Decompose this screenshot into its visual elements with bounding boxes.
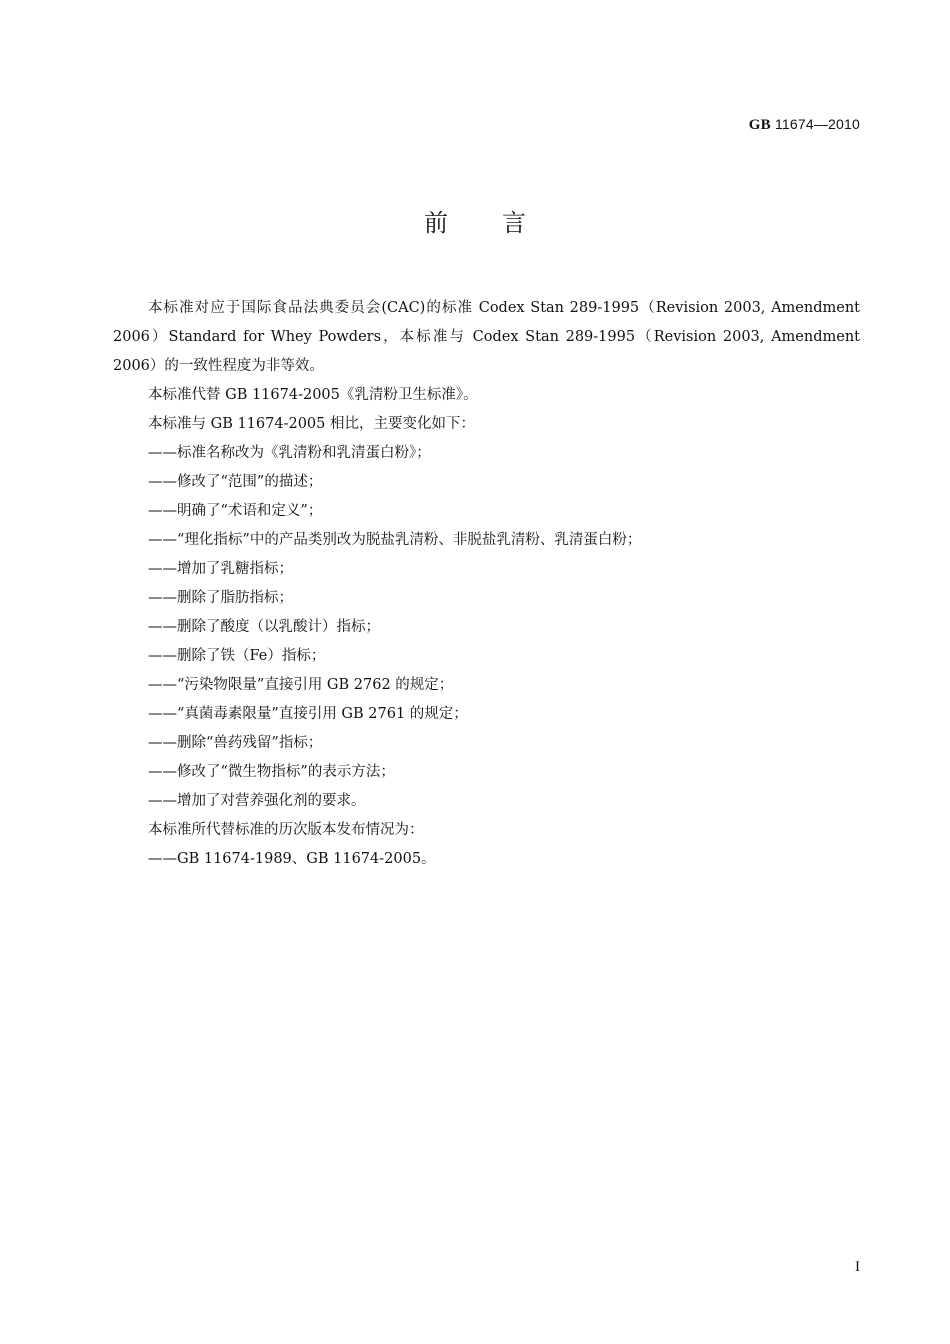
paragraph-replaces: 本标准代替 GB 11674-2005《乳清粉卫生标准》。: [148, 387, 478, 403]
standard-code-header: [749, 116, 860, 134]
paragraph-history-intro: 本标准所代替标准的历次版本发布情况为：: [148, 822, 424, 838]
standard-number: 11674—2010: [774, 116, 860, 132]
change-item: ——标准名称改为《乳清粉和乳清蛋白粉》；: [148, 445, 431, 461]
history-item: ——GB 11674-1989、GB 11674-2005。: [148, 851, 436, 867]
change-item: ——“理化指标”中的产品类别改为脱盐乳清粉、非脱盐乳清粉、乳清蛋白粉；: [148, 532, 642, 548]
change-item: ——“真菌毒素限量”直接引用 GB 2761 的规定；: [148, 706, 468, 722]
change-item: ——删除了铁（Fe）指标；: [148, 648, 326, 664]
change-item: ——修改了“微生物指标”的表示方法；: [148, 764, 395, 780]
foreword-body: [113, 294, 860, 874]
change-item: ——删除了脂肪指标；: [148, 590, 293, 606]
change-item: ——修改了“范围”的描述；: [148, 474, 323, 490]
paragraph-correspondence: 本标准对应于国际食品法典委员会(CAC)的标准 Codex Stan 289-1995（Revision 2003, Amendment 2006）Standard for Whey Powders，本标准与 Codex Stan 289-1995（Revision 2003, Amendment 2006）的一致性程度为非等效。: [113, 300, 860, 374]
page-number: I: [855, 1259, 860, 1275]
change-item: ——明确了“术语和定义”；: [148, 503, 323, 519]
change-item: ——“污染物限量”直接引用 GB 2762 的规定；: [148, 677, 454, 693]
change-item: ——增加了乳糖指标；: [148, 561, 293, 577]
change-item: ——增加了对营养强化剂的要求。: [148, 793, 366, 809]
change-item: ——删除了酸度（以乳酸计）指标；: [148, 619, 380, 635]
page-title: 前言: [424, 209, 580, 237]
paragraph-changes-intro: 本标准与 GB 11674-2005 相比，主要变化如下：: [148, 416, 475, 432]
change-item: ——删除“兽药残留”指标；: [148, 735, 323, 751]
standard-prefix: GB: [748, 117, 771, 133]
